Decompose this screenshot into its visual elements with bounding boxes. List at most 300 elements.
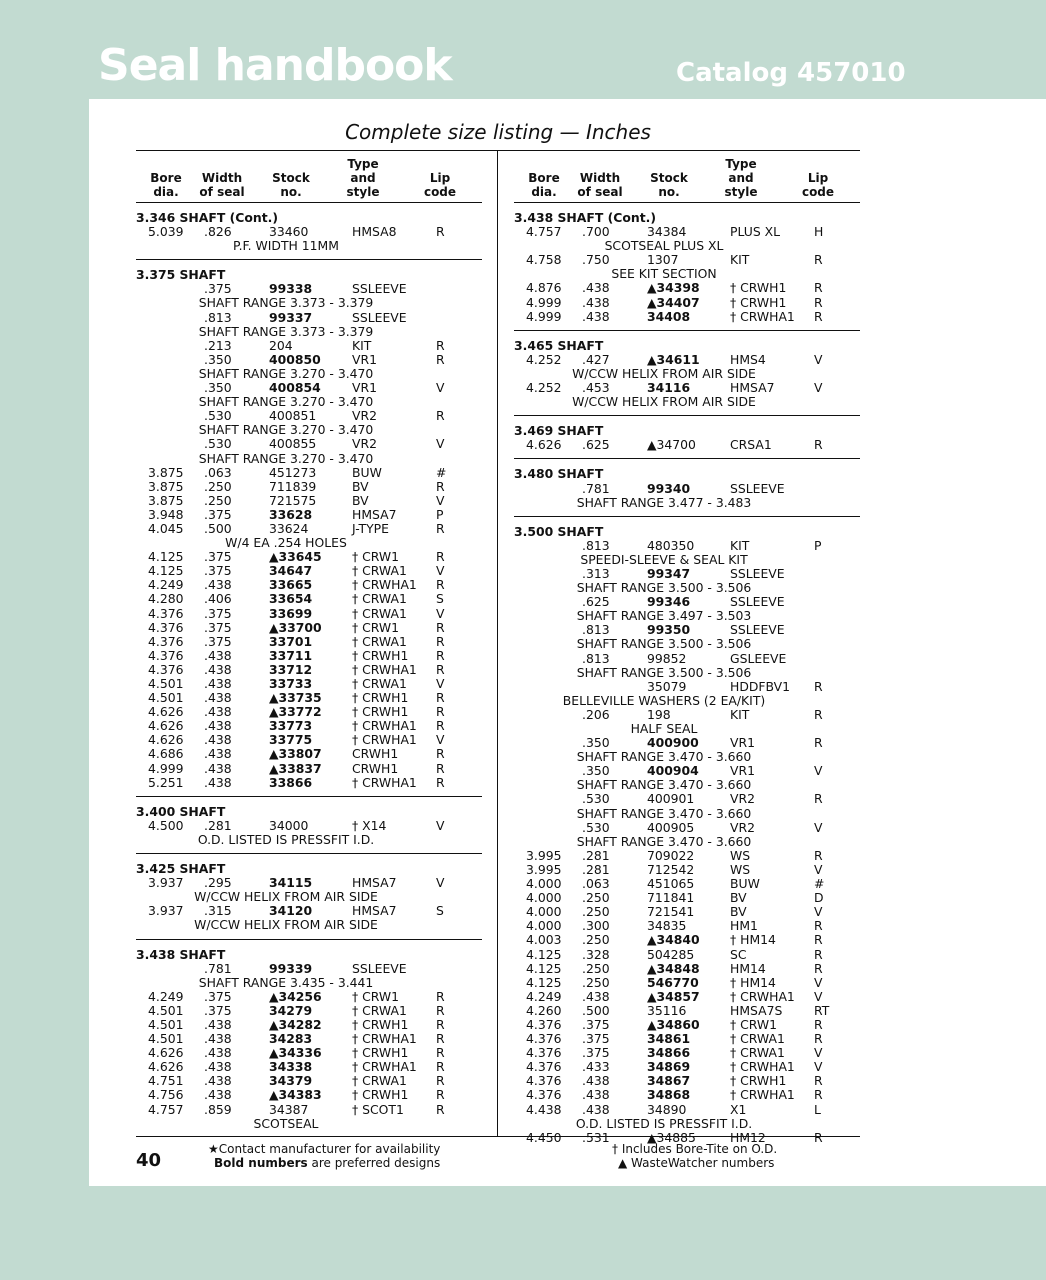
width-cell: .438 [204,704,232,720]
lip-cell: P [436,506,444,522]
row-note: BELLEVILLE WASHERS (2 EA/KIT) [562,692,766,708]
note-row [514,609,860,623]
type-cell: † CRWA1 [730,1031,785,1047]
section-divider [514,324,860,331]
shaft-section [136,948,482,1131]
table-row [136,990,482,1004]
width-cell: .438 [204,718,232,734]
column-header [136,152,482,203]
type-cell: VR1 [730,763,755,779]
stock-cell: 400851 [269,408,317,424]
note-row [136,296,482,310]
stock-cell: 33624 [269,520,309,536]
table-row [514,708,860,722]
note-row [136,395,482,409]
lip-cell: R [814,1129,823,1145]
lip-cell: V [814,819,823,835]
type-cell: BUW [730,876,760,892]
lip-cell: R [436,647,445,663]
lip-cell: V [436,817,445,833]
type-cell: WS [730,861,751,877]
width-cell: .530 [582,819,610,835]
stock-cell: 99852 [647,650,687,666]
width-cell: .350 [582,763,610,779]
bore-cell: 4.376 [148,633,184,649]
table-row [514,919,860,933]
table-row [136,663,482,677]
row-note: SHAFT RANGE 3.500 - 3.506 [576,664,752,680]
type-cell: † CRWH1 [730,294,787,310]
bore-cell: 4.376 [526,1016,562,1032]
bore-cell: 5.039 [148,224,184,240]
table-row [136,1032,482,1046]
stock-cell: 400850 [269,351,321,367]
width-cell: .438 [204,1059,232,1075]
stock-cell: 34115 [269,875,313,891]
bore-cell: 4.376 [148,661,184,677]
type-cell: HMSA7 [352,506,397,522]
type-cell: BV [352,492,369,508]
row-note: P.F. WIDTH 11MM [233,238,339,254]
row-note: SHAFT RANGE 3.470 - 3.660 [576,777,752,793]
bore-cell: 3.948 [148,506,184,522]
lip-cell: R [814,932,823,948]
bold-note-text: are preferred designs [307,1156,441,1170]
stock-cell: 480350 [647,537,695,553]
width-cell: .375 [204,1002,232,1018]
row-note: SHAFT RANGE 3.270 - 3.470 [198,394,374,410]
lip-cell: R [436,988,445,1004]
section-title [136,862,482,876]
row-note: HALF SEAL [630,721,698,736]
type-cell: † CRWHA1 [730,1059,795,1075]
note-row [136,536,482,550]
lip-cell: R [814,252,823,268]
type-cell: HMSA8 [352,224,397,240]
stock-cell: 721541 [647,904,695,920]
type-cell: HM12 [730,1129,766,1145]
table-row [136,494,482,508]
stock-cell: ▲33807 [269,746,322,762]
type-cell: † CRWHA1 [352,1059,417,1075]
type-cell: † CRWHA1 [352,661,417,677]
section-divider [514,452,860,459]
stock-cell: 34866 [647,1045,691,1061]
section-title [136,268,482,282]
stock-cell: 34868 [647,1087,691,1103]
bore-cell: 4.501 [148,1031,184,1047]
lip-cell: V [436,875,445,891]
width-cell: .250 [204,492,232,508]
stock-cell: 204 [269,337,293,353]
note-row [136,918,482,932]
lip-cell: R [436,520,445,536]
note-row [514,807,860,821]
width-cell: .427 [582,351,610,367]
type-cell: HMS4 [730,351,766,367]
type-cell: VR2 [730,819,755,835]
stock-cell: 711839 [269,478,317,494]
stock-cell: 33773 [269,718,313,734]
lip-cell: R [436,690,445,706]
table-row [514,736,860,750]
type-cell: KIT [730,706,750,722]
table-row [136,1088,482,1102]
row-note: W/CCW HELIX FROM AIR SIDE [572,365,756,381]
note-row [514,835,860,849]
stock-cell: 99346 [647,594,691,610]
type-cell: † CRWHA1 [730,1087,795,1103]
width-cell: .813 [582,622,610,638]
table-row [514,849,860,863]
width-cell: .438 [204,746,232,762]
bore-tite-note: † Includes Bore-Tite on O.D. [612,1142,778,1156]
width-cell: .313 [582,565,610,581]
bore-cell: 4.626 [148,1059,184,1075]
stock-cell: 34279 [269,1002,313,1018]
type-cell: SSLEEVE [730,594,785,610]
width-cell: .826 [204,224,232,240]
note-row [514,750,860,764]
table-row [136,762,482,776]
width-cell: .250 [582,932,610,948]
table-row [514,567,860,581]
stock-cell: 400901 [647,791,695,807]
width-cell: .350 [204,380,232,396]
type-cell: † CRWH1 [352,1016,409,1032]
bore-cell: 4.999 [526,308,562,324]
type-cell: HMSA7S [730,1002,783,1018]
width-cell: .438 [582,1073,610,1089]
row-note: W/CCW HELIX FROM AIR SIDE [194,917,378,933]
bore-cell: 4.501 [148,690,184,706]
width-cell: .300 [582,918,610,934]
type-cell: † CRWH1 [730,1073,787,1089]
width-cell: .813 [582,537,610,553]
lip-cell: R [436,1002,445,1018]
stock-cell: ▲34848 [647,960,700,976]
type-cell: † CRWH1 [352,690,409,706]
stock-cell: 504285 [647,946,695,962]
stock-cell: 33628 [269,506,313,522]
width-cell: .438 [204,1087,232,1103]
type-cell: † CRWH1 [352,647,409,663]
type-cell: † CRWA1 [730,1045,785,1061]
width-cell: .781 [582,480,610,496]
row-note: O.D. LISTED IS PRESSFIT I.D. [197,831,375,847]
shaft-section [514,467,860,516]
lip-cell: R [814,437,823,453]
bore-cell: 4.000 [526,904,562,920]
type-cell: † CRWH1 [730,280,787,296]
header-width: Width of seal [577,171,623,199]
row-note: SHAFT RANGE 3.500 - 3.506 [576,580,752,596]
bore-cell: 4.626 [148,1045,184,1061]
table-row [514,990,860,1004]
table-row [514,296,860,310]
type-cell: † CRW1 [352,619,400,635]
width-cell: .206 [582,706,610,722]
note-row [514,778,860,792]
table-row [514,962,860,976]
type-cell: CRSA1 [730,437,772,453]
stock-cell: 34869 [647,1059,691,1075]
width-cell: .700 [582,224,610,240]
stock-cell: 34379 [269,1073,313,1089]
stock-cell: 451273 [269,464,317,480]
type-cell: J-TYPE [352,520,389,536]
type-cell: SSLEEVE [352,960,407,976]
bore-cell: 4.000 [526,876,562,892]
type-cell: VR1 [352,380,377,396]
bore-cell: 4.280 [148,591,184,607]
width-cell: .350 [582,735,610,751]
table-row [136,409,482,423]
row-note: SHAFT RANGE 3.373 - 3.379 [198,323,374,339]
table-row [136,705,482,719]
table-row [136,904,482,918]
bore-cell: 4.376 [526,1045,562,1061]
bore-cell: 4.252 [526,380,562,396]
table-row [136,522,482,536]
table-row [514,1046,860,1060]
top-rule [136,150,860,151]
width-cell: .375 [204,633,232,649]
lip-cell: R [814,847,823,863]
lip-cell: V [814,988,823,1004]
shaft-section [514,211,860,331]
stock-cell: 99350 [647,622,691,638]
stock-cell: 709022 [647,847,695,863]
width-cell: .438 [204,690,232,706]
bold-note [214,1156,440,1170]
type-cell: † X14 [352,817,387,833]
table-row [514,225,860,239]
lip-cell: V [436,380,445,396]
width-cell: .813 [204,309,232,325]
bore-cell: 4.626 [148,732,184,748]
lip-cell: V [436,563,445,579]
section-title [136,211,482,225]
stock-cell: 33701 [269,633,313,649]
bore-cell: 3.875 [148,478,184,494]
width-cell: .063 [204,464,232,480]
table-row [136,466,482,480]
stock-cell: 711841 [647,890,695,906]
bore-cell: 4.125 [526,960,562,976]
width-cell: .438 [582,308,610,324]
lip-cell: H [814,224,824,240]
type-cell: † CRWA1 [352,563,407,579]
width-cell: .375 [204,549,232,565]
type-cell: CRWH1 [352,746,399,762]
table-row [514,680,860,694]
note-row [136,325,482,339]
lip-cell: V [814,861,823,877]
bore-cell: 3.875 [148,464,184,480]
lip-cell: P [814,537,822,553]
note-row [136,1117,482,1131]
width-cell: .433 [582,1059,610,1075]
header-bore: Bore dia. [528,171,560,199]
left-listing [136,211,482,1131]
table-row [514,310,860,324]
row-note: SHAFT RANGE 3.270 - 3.470 [198,450,374,466]
lip-cell: R [436,774,445,790]
lip-cell: V [814,763,823,779]
width-cell: .531 [582,1129,610,1145]
type-cell: † CRWHA1 [352,774,417,790]
table-row [136,819,482,833]
section-title-text: 3.500 SHAFT [514,523,604,539]
lip-cell: R [436,1073,445,1089]
lip-cell: R [436,746,445,762]
lip-cell: R [814,791,823,807]
type-cell: PLUS XL [730,224,781,240]
bore-cell: 4.249 [148,577,184,593]
table-row [136,437,482,451]
table-row [514,976,860,990]
width-cell: .813 [582,650,610,666]
width-cell: .453 [582,380,610,396]
row-note: SPEEDI-SLEEVE & SEAL KIT [580,551,748,567]
lip-cell: R [436,337,445,353]
bore-cell: 4.626 [526,437,562,453]
lip-cell: R [436,1045,445,1061]
section-title [514,467,860,481]
width-cell: .438 [582,280,610,296]
type-cell: † HM14 [730,974,776,990]
section-title-text: 3.438 SHAFT (Cont.) [514,210,657,225]
type-cell: SSLEEVE [730,565,785,581]
stock-cell: 99340 [647,480,691,496]
type-cell: † CRW1 [730,1016,778,1032]
table-row [514,948,860,962]
type-cell: † CRWH1 [352,1087,409,1103]
section-title-text: 3.480 SHAFT [514,466,604,482]
table-row [136,564,482,578]
width-cell: .375 [582,1031,610,1047]
width-cell: .315 [204,903,232,919]
row-note: O.D. LISTED IS PRESSFIT I.D. [575,1115,753,1131]
lip-cell: R [436,351,445,367]
column-divider [497,150,498,1137]
bore-cell: 4.757 [148,1101,184,1117]
bore-cell: 4.252 [526,351,562,367]
lip-cell: V [814,380,823,396]
stock-cell: 34387 [269,1101,309,1117]
right-listing [514,211,860,1145]
type-cell: HMSA7 [352,875,397,891]
stock-cell: ▲33837 [269,760,322,776]
table-row [136,1004,482,1018]
type-cell: BV [730,890,747,906]
width-cell: .438 [204,661,232,677]
bore-cell: 4.000 [526,890,562,906]
lip-cell: R [436,1101,445,1117]
lip-cell: V [814,1045,823,1061]
bore-cell: 4.249 [148,988,184,1004]
table-row [514,933,860,947]
section-divider [136,933,482,940]
lip-cell: V [814,974,823,990]
row-note: SHAFT RANGE 3.373 - 3.379 [198,295,374,311]
width-cell: .375 [582,1016,610,1032]
header-lip: Lip code [423,171,457,199]
stock-cell: ▲33700 [269,619,322,635]
note-row [514,267,860,281]
row-note: SCOTSEAL [253,1115,319,1131]
table-row [136,578,482,592]
table-row [136,649,482,663]
table-row [136,381,482,395]
table-row [136,225,482,239]
type-cell: † SCOT1 [352,1101,404,1117]
lip-cell: R [436,577,445,593]
note-row [514,722,860,736]
table-row [514,353,860,367]
width-cell: .213 [204,337,232,353]
lip-cell: R [436,1016,445,1032]
shaft-section [136,211,482,260]
bore-cell: 4.626 [148,704,184,720]
width-cell: .438 [582,988,610,1004]
stock-cell: 1307 [647,252,679,268]
bore-cell: 4.125 [526,946,562,962]
width-cell: .250 [582,974,610,990]
type-cell: † CRWHA1 [352,732,417,748]
table-row [136,339,482,353]
width-cell: .375 [204,281,232,297]
lip-cell: R [436,1031,445,1047]
bore-cell: 4.501 [148,676,184,691]
note-row [136,833,482,847]
type-cell: † CRWHA1 [352,577,417,593]
lip-cell: V [814,351,823,367]
type-cell: † CRWH1 [352,704,409,720]
section-title-text: 3.346 SHAFT (Cont.) [136,210,279,225]
bore-cell: 3.937 [148,903,184,919]
stock-cell: ▲34407 [647,294,700,310]
lip-cell: R [436,224,445,240]
stock-cell: 99338 [269,281,313,297]
bore-cell: 4.125 [148,563,184,579]
type-cell: † CRWA1 [352,605,407,621]
stock-cell: 35116 [647,1002,687,1018]
lip-cell: R [436,408,445,424]
table-row [514,863,860,877]
lip-cell: R [436,549,445,565]
width-cell: .438 [582,1101,610,1117]
table-row [514,438,860,452]
lip-cell: R [436,1059,445,1075]
type-cell: WS [730,847,751,863]
section-title [514,424,860,438]
table-row [514,623,860,637]
bore-cell: 4.751 [148,1073,184,1089]
bore-cell: 4.376 [148,605,184,621]
lip-cell: V [814,1059,823,1075]
width-cell: .281 [204,817,232,833]
type-cell: BV [352,478,369,494]
lip-cell: V [436,605,445,621]
type-cell: HM1 [730,918,758,934]
type-cell: VR1 [730,735,755,751]
header-type: Type and style [724,157,758,199]
table-row [514,1060,860,1074]
type-cell: † CRWHA1 [730,988,795,1004]
width-cell: .281 [582,861,610,877]
